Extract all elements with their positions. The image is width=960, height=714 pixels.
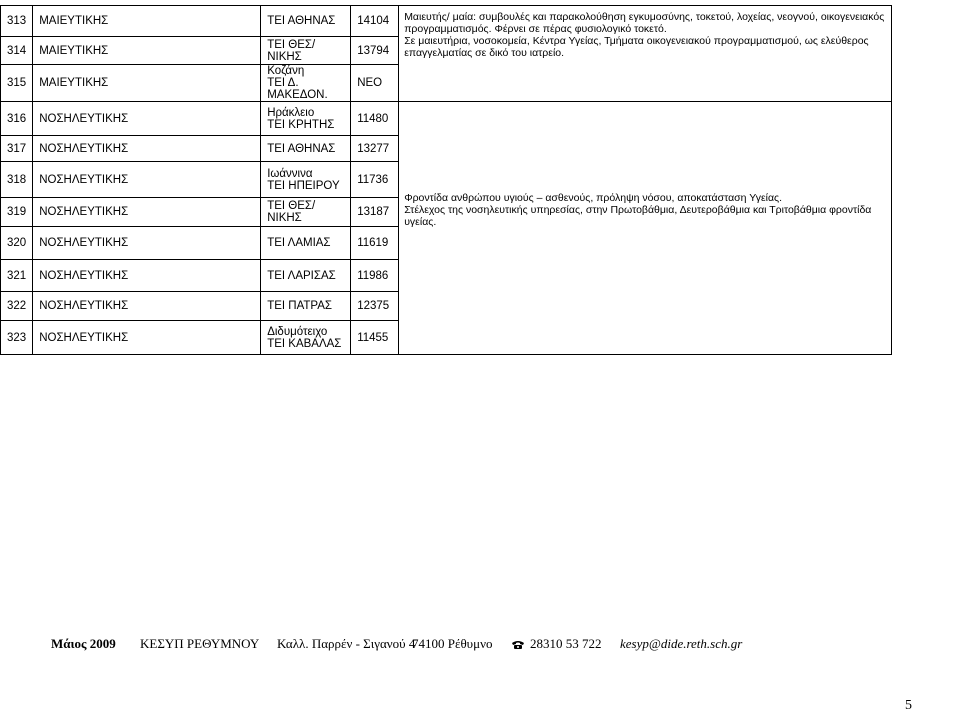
institution: Διδυμότειχο ΤΕΙ ΚΑΒΑΛΑΣ: [261, 321, 351, 355]
footer-org: ΚΕΣΥΠ ΡΕΘΥΜΝΟΥ: [140, 636, 260, 651]
row-number: 319: [1, 198, 33, 227]
institution: ΤΕΙ ΛΑΡΙΣΑΣ: [261, 260, 351, 292]
department: ΝΟΣΗΛΕΥΤΙΚΗΣ: [33, 136, 261, 162]
description-paragraph: Στέλεχος της νοσηλευτικής υπηρεσίας, στην Πρωτοβάθμια, Δευτεροβάθμια και Τριτοβάθμια φροντίδα υγείας.: [404, 204, 872, 228]
row-number: 321: [1, 260, 33, 292]
code: 11736: [351, 162, 399, 198]
description-nursing: [399, 102, 892, 355]
table-row: [1, 102, 892, 136]
row-number: 314: [1, 37, 33, 65]
department: ΜΑΙΕΥΤΙΚΗΣ: [33, 6, 261, 37]
code: ΝΕΟ: [351, 65, 399, 102]
row-number: 315: [1, 65, 33, 102]
department: ΝΟΣΗΛΕΥΤΙΚΗΣ: [33, 198, 261, 227]
department: ΝΟΣΗΛΕΥΤΙΚΗΣ: [33, 102, 261, 136]
code: 12375: [351, 292, 399, 321]
institution: ΤΕΙ ΛΑΜΙΑΣ: [261, 227, 351, 260]
institution: Κοζάνη ΤΕΙ Δ. ΜΑΚΕΔΟΝ.: [261, 65, 351, 102]
footer-phone: 28310 53 722: [530, 636, 602, 651]
code: 13277: [351, 136, 399, 162]
department: ΝΟΣΗΛΕΥΤΙΚΗΣ: [33, 227, 261, 260]
row-number: 323: [1, 321, 33, 355]
code: 11619: [351, 227, 399, 260]
footer-address: Καλλ. Παρρέν - Σιγανού 4: [277, 636, 416, 651]
description-paragraph: Μαιευτής/ μαία: συμβουλές και παρακολούθηση εγκυμοσύνης, τοκετού, λοχείας, νεογνού, οικογενειακός προγραμματισμός. Φέρνει σε πέρας φυσιολογικό τοκετό.: [404, 11, 885, 35]
department: ΝΟΣΗΛΕΥΤΙΚΗΣ: [33, 260, 261, 292]
footer-postal: 74100 Ρέθυμνο: [412, 636, 493, 651]
institution: ΤΕΙ ΠΑΤΡΑΣ: [261, 292, 351, 321]
footer-email[interactable]: kesyp@dide.reth.sch.gr: [620, 636, 743, 651]
department: ΝΟΣΗΛΕΥΤΙΚΗΣ: [33, 321, 261, 355]
row-number: 322: [1, 292, 33, 321]
institution: ΤΕΙ ΘΕΣ/ΝΙΚΗΣ: [261, 37, 351, 65]
institution: Ιωάννινα ΤΕΙ ΗΠΕΙΡΟΥ: [261, 162, 351, 198]
code: 11986: [351, 260, 399, 292]
description-paragraph: Φροντίδα ανθρώπου υγιούς – ασθενούς, πρόληψη νόσου, αποκατάσταση Υγείας.: [404, 192, 783, 204]
code: 11455: [351, 321, 399, 355]
code: 13187: [351, 198, 399, 227]
code: 14104: [351, 6, 399, 37]
institution: ΤΕΙ ΑΘΗΝΑΣ: [261, 136, 351, 162]
department: ΝΟΣΗΛΕΥΤΙΚΗΣ: [33, 162, 261, 198]
institution: ΤΕΙ ΘΕΣ/ΝΙΚΗΣ: [261, 198, 351, 227]
row-number: 320: [1, 227, 33, 260]
department: ΜΑΙΕΥΤΙΚΗΣ: [33, 65, 261, 102]
department: ΜΑΙΕΥΤΙΚΗΣ: [33, 37, 261, 65]
table-row: [1, 6, 892, 37]
department: ΝΟΣΗΛΕΥΤΙΚΗΣ: [33, 292, 261, 321]
code: 13794: [351, 37, 399, 65]
row-number: 318: [1, 162, 33, 198]
telephone-icon: [511, 636, 525, 652]
description-midwifery: [399, 6, 892, 102]
institution: ΤΕΙ ΑΘΗΝΑΣ: [261, 6, 351, 37]
programs-table: [0, 5, 892, 355]
institution: Ηράκλειο ΤΕΙ ΚΡΗΤΗΣ: [261, 102, 351, 136]
row-number: 316: [1, 102, 33, 136]
footer-date: Μάιος 2009: [51, 636, 116, 651]
code: 11480: [351, 102, 399, 136]
description-paragraph: Σε μαιευτήρια, νοσοκομεία, Κέντρα Υγείας, Τμήματα οικογενειακού προγραμματισμού, ως ελεύθερος επαγγελματίας σε δικό του ιατρείο.: [404, 35, 869, 59]
row-number: 313: [1, 6, 33, 37]
row-number: 317: [1, 136, 33, 162]
page-number: 5: [905, 698, 912, 713]
